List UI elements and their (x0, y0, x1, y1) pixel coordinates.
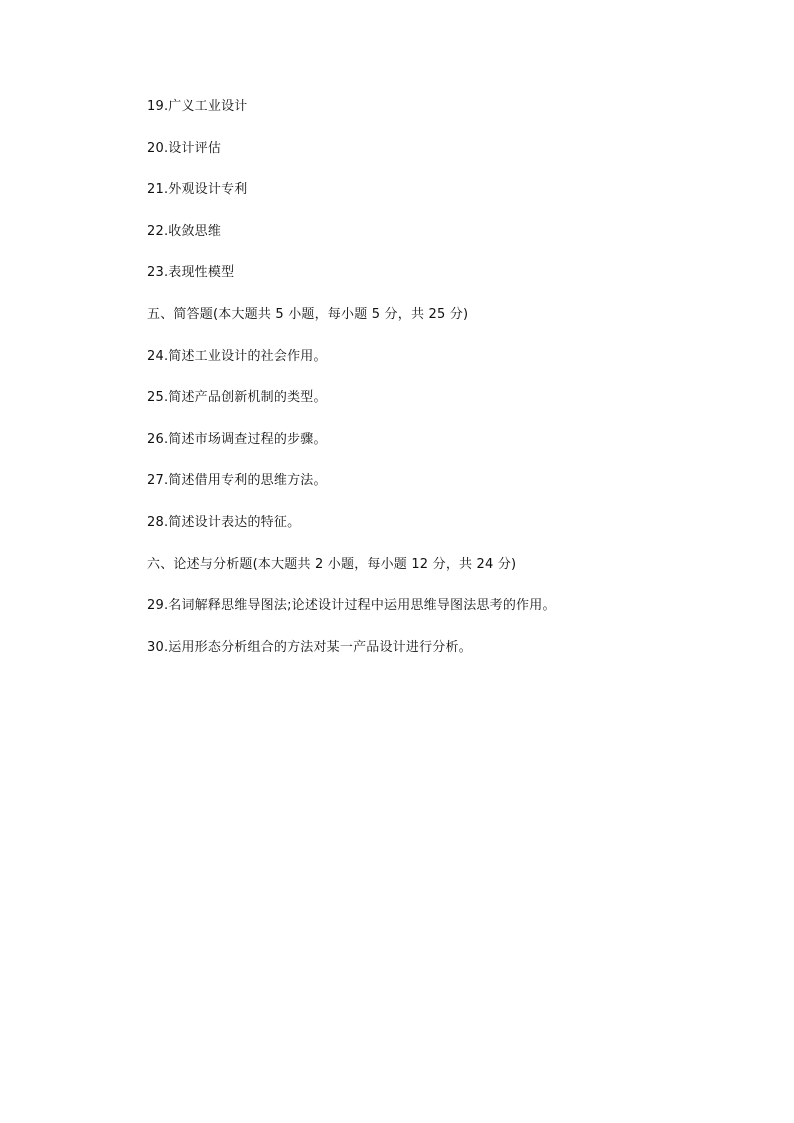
section-heading-essay: 六、论述与分析题(本大题共 2 小题，每小题 12 分，共 24 分) (147, 556, 517, 572)
question-list (147, 97, 747, 679)
question-24: 24.简述工业设计的社会作用。 (147, 348, 327, 364)
question-30: 30.运用形态分析组合的方法对某一产品设计进行分析。 (147, 639, 472, 655)
section-heading-short-answer: 五、简答题(本大题共 5 小题，每小题 5 分，共 25 分) (147, 306, 469, 322)
question-27: 27.简述借用专利的思维方法。 (147, 473, 327, 489)
question-20: 20.设计评估 (147, 140, 222, 156)
question-26: 26.简述市场调查过程的步骤。 (147, 431, 327, 447)
question-19: 19.广义工业设计 (147, 99, 248, 114)
question-21: 21.外观设计专利 (147, 182, 248, 198)
question-25: 25.简述产品创新机制的类型。 (147, 390, 327, 406)
question-23: 23.表现性模型 (147, 265, 235, 281)
question-29: 29.名词解释思维导图法;论述设计过程中运用思维导图法思考的作用。 (147, 598, 556, 614)
question-28: 28.简述设计表达的特征。 (147, 514, 301, 530)
question-22: 22.收敛思维 (147, 223, 222, 239)
